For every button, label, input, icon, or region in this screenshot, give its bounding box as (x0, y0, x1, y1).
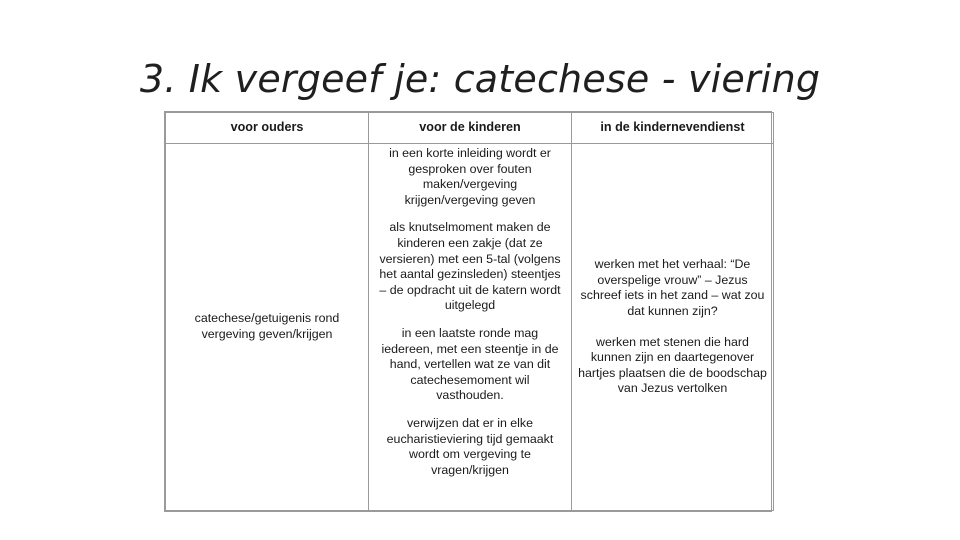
header-kindernevendienst: in de kindernevendienst (572, 113, 774, 144)
kids-paragraph: in een laatste ronde mag iedereen, met een steentje in de hand, vertellen wat ze van dit catechesemoment wil vasthouden. (381, 325, 559, 403)
header-kids: voor de kinderen (369, 113, 572, 144)
table-row (166, 144, 774, 511)
parents-text: catechese/getuigenis rond vergeving geven/krijgen (194, 311, 340, 341)
kids-paragraph: als knutselmoment maken de kinderen een zakje (dat ze versieren) met een 5-tal (volgens het aantal gezinsleden) steentjes – de opdracht uit de katern wordt uitgelegd (379, 220, 561, 313)
schedule-table (165, 112, 774, 511)
kids-paragraph: verwijzen dat er in elke eucharistieviering tijd gemaakt wordt om vergeving te vragen/krijgen (386, 415, 554, 477)
schedule-table-container (164, 111, 772, 512)
cell-kids (369, 144, 572, 511)
header-parents: voor ouders (166, 113, 369, 144)
cell-kindernevendienst (572, 144, 774, 511)
service-paragraph: werken met het verhaal: “De overspelige vrouw” – Jezus schreef iets in het zand – wat zou dat kunnen zijn? (580, 257, 765, 318)
slide-title: 3. Ik vergeef je: catechese - viering (139, 57, 821, 101)
service-paragraph: werken met stenen die hard kunnen zijn en daartegenover hartjes plaatsen die de boodschap van Jezus vertolken (578, 334, 767, 396)
table-header-row (166, 113, 774, 144)
cell-parents (166, 144, 369, 511)
kids-paragraph: in een korte inleiding wordt er gesproken over fouten maken/vergeving krijgen/vergeving geven (389, 146, 551, 207)
